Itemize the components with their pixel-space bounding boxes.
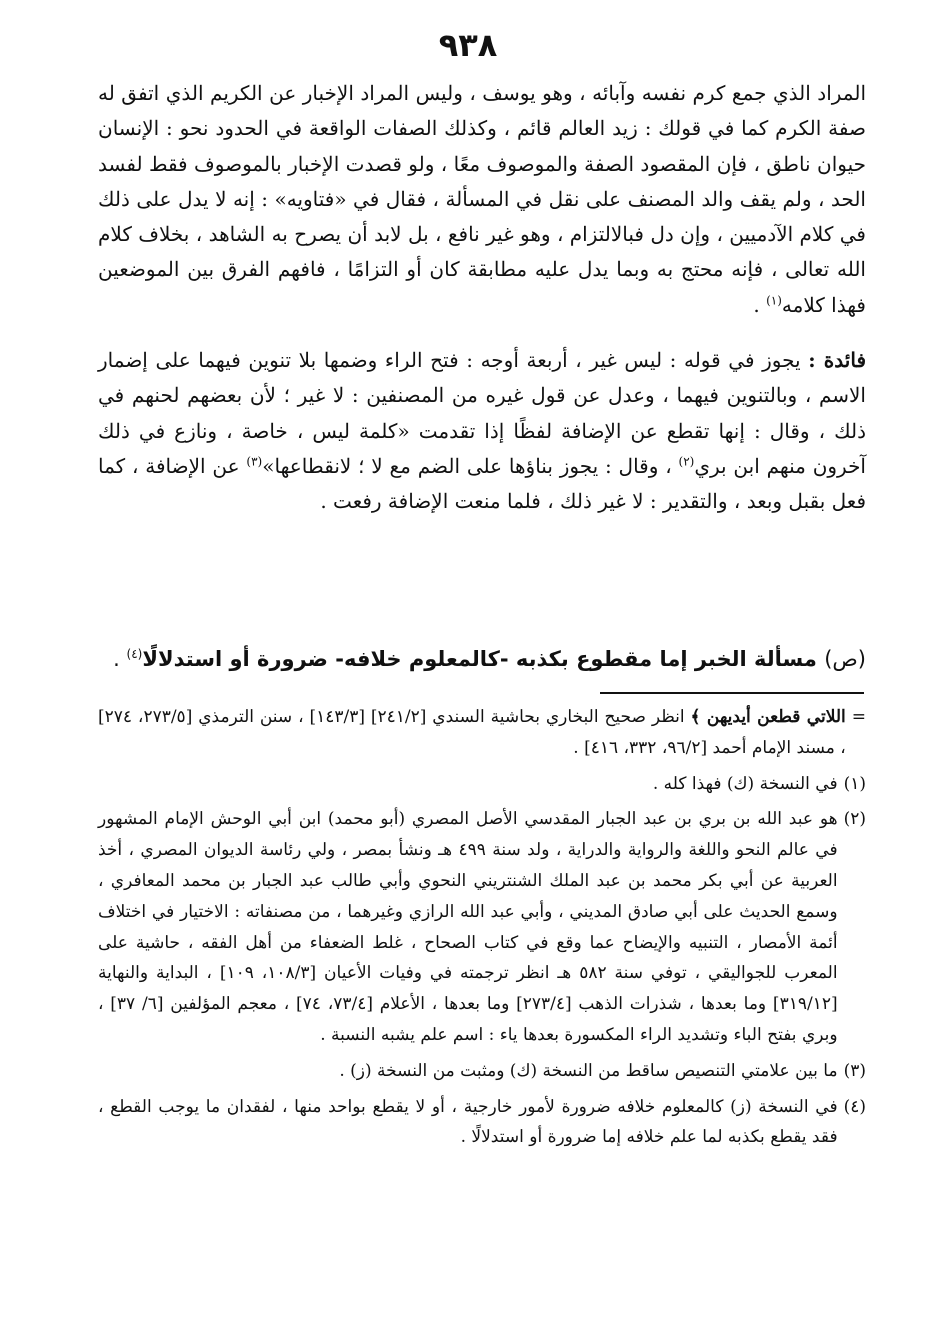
paragraph-1-text: المراد الذي جمع كرم نفسه وآبائه ، وهو يوسف ، وليس المراد الإخبار عن الكريم الذي اتفق له صفة الكرم كما في قولك : زيد العالم قائم ، وكذلك الصفات الواقعة في الحدود نحو : الإنسان حيوان ناطق ، فإن المقصود الصفة والموصوف معًا ، ولو قصدت الإخبار بالموصوف فقط لفسد الحد ، ولم يقف والد المصنف على نقل في المسألة ، فقال في «فتاويه» : إنه لا يدل على ذلك في كلام الآدميين ، وإن دل فبالالتزام ، وهو غير نافع ، بل لابد أن يصرح به الشاهد ، بخلاف كلام الله تعالى ، فإنه محتج به وبما يدل عليه مطابقة كان أو التزامًا ، فافهم الفرق بين الموضعين فهذا كلامه xyxy=(98,81,866,317)
footnote-number: (٤) xyxy=(843,1096,866,1117)
paragraph-2 xyxy=(98,343,866,519)
continuation-text xyxy=(98,702,846,764)
continuation-quote: اللاتي قطعن أيديهن ﴾ xyxy=(690,707,846,727)
paragraph-2-text-b: ، وقال : يجوز بناؤها على الضم مع لا ؛ لانقطاعها» xyxy=(262,453,679,478)
footnote-ref-4: (٤) xyxy=(126,647,143,661)
footnote-ref-2: (٢) xyxy=(678,454,695,469)
footnote-text: ما بين علامتي التنصيص ساقط من النسخة (ك) ومثبت من النسخة (ز) . xyxy=(339,1060,838,1081)
heading-text: مسألة الخبر إما مقطوع بكذبه -كالمعلوم خلافه- ضرورة أو استدلالًا xyxy=(142,647,825,671)
footnote-text: في النسخة (ز) كالمعلوم خلافه ضرورة لأمور خارجية ، أو لا يقطع بواحد منها ، لفقدان ما يوجب القطع ، فقد يقطع بكذبه لما علم خلافه إما ضرورة أو استدلالًا . xyxy=(98,1096,838,1148)
paragraph-1-end: . xyxy=(753,292,767,317)
faida-label: فائدة : xyxy=(808,348,867,373)
footnote-ref-1: (١) xyxy=(766,293,782,308)
footnote-text: هو عبد الله بن بري بن عبد الجبار المقدسي الأصل المصري (أبو محمد) ابن أبي الوحش الإمام المشهور في عالم النحو واللغة والرواية والدراية ، ولد سنة ٤٩٩ هـ ونشأ بمصر ، ولي رئاسة الديوان المصري ، أخذ العربية عن أبي بكر محمد بن عبد الملك الشنتريني النحوي وأبي طالب عبد الجبار بن محمد المعافري ، وسمع الحديث على أبي صادق المديني ، وأبي عبد الله الرازي وغيرهما ، من مصنفاته : الاختيار في اختلاف أئمة الأمصار ، التنبيه والإيضاح عما وقع في كتاب الصحاح ، غلط الضعفاء من أهل الفقه ، حاشية على المعرب للجواليقي ، توفي سنة ٥٨٢ هـ انظر ترجمته في وفيات الأعيان [١٠٨/٣، ١٠٩] ، البداية والنهاية [٣١٩/١٢] وما بعدها ، شذرات الذهب [٢٧٣/٤] وما بعدها ، الأعلام [٧٣/٤، ٧٤] ، معجم المؤلفين [٦/ ٣٧] ، وبري بفتح الباء وتشديد الراء المكسورة بعدها ياء : اسم علم يشبه النسبة . xyxy=(98,809,838,1045)
footnote-continuation xyxy=(98,702,866,764)
footnote-number: (٣) xyxy=(843,1060,866,1081)
section-heading xyxy=(98,643,866,675)
paragraph-1 xyxy=(98,76,866,323)
footnote-separator xyxy=(600,692,864,694)
paragraph-2-text-c: عن الإضافة ، كما فعل بقبل وبعد ، والتقدير : لا غير ذلك ، فلما منعت الإضافة رفعت . xyxy=(98,453,866,514)
footnote-text: في النسخة (ك) فهذا كله . xyxy=(652,773,838,794)
footnote-1 xyxy=(98,769,866,800)
page-number: ٩٣٨ xyxy=(438,26,498,64)
footnote-number: (١) xyxy=(843,773,866,794)
heading-label: (ص) xyxy=(824,647,866,671)
footnote-3 xyxy=(98,1056,866,1087)
continuation-body: انظر صحيح البخاري بحاشية السندي [٢٤١/٢] [١٤٣/٣] ، سنن الترمذي [٢٧٣/٥، ٢٧٤] ، مسند الإمام أحمد [٩٦/٢، ٣٣٢، ٤١٦] . xyxy=(98,707,846,758)
footnote-number: (٢) xyxy=(843,809,866,830)
footnote-4 xyxy=(98,1092,866,1154)
footnote-ref-3: (٣) xyxy=(246,454,263,469)
footnote-2 xyxy=(98,804,866,1050)
heading-end: . xyxy=(113,647,127,671)
continuation-marker: = xyxy=(851,707,866,727)
paragraph-2-text-a: يجوز في قوله : ليس غير ، أربعة أوجه : فتح الراء وضمها بلا تنوين فيهما على إضمار الاسم ، وبالتنوين فيهما ، وعدل عن قول غيره من المصنفين : لا غير ؛ لأن بعضهم لحنهم في ذلك ، وقال : إنها تقطع عن الإضافة لفظًا إذا تقدمت «كلمة ليس ، خاصة ، ونازع في ذلك آخرون منهم ابن بري xyxy=(98,348,866,478)
footnotes xyxy=(98,702,866,1158)
main-text xyxy=(98,76,866,520)
